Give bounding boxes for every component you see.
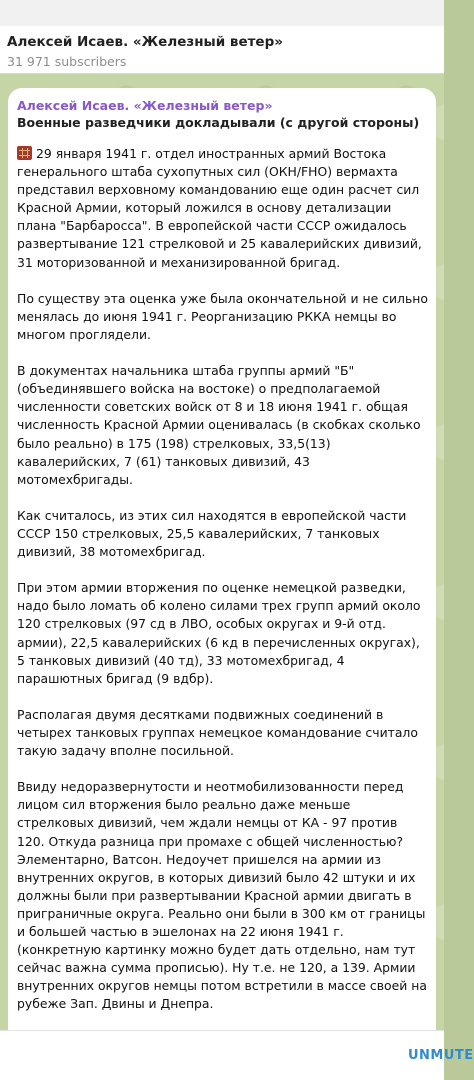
unmute-button[interactable]: UNMUTE (408, 1048, 474, 1063)
chat-header[interactable] (0, 26, 444, 74)
message-title: Военные разведчики докладывали (с другой стороны) (17, 115, 420, 130)
paragraph: Как считалось, из этих сил находятся в европейской части СССР 150 стрелковых, 25,5 кавалерийских, 7 танковых дивизий, 38 мотомехбригад. (17, 507, 407, 560)
paragraph: В документах начальника штаба группы армий "Б" (объединявшего войска на востоке) о предполагаемой численности советских войск от 8 и 18 июня 1941 г. общая численность Красной Армии оценивалась (в скобках сколько было реально) в 175 (198) стрелковых, 33,5(13) кавалерийских, 7 (61) танковых дивизий, 43 мотомехбригады. (17, 363, 421, 487)
message-text (17, 145, 428, 1068)
paragraph: Располагая двумя десятками подвижных соединений в четырех танковых группах немецкое командование считало такую задачу вполне посильной. (17, 706, 418, 759)
channel-title[interactable]: Алексей Исаев. «Железный ветер» (7, 34, 283, 50)
paragraph: Ввиду недоразвернутости и неотмобилизованности перед лицом сил вторжения было реально даже меньше стрелковых дивизий, чем ждали немцы от КА - 97 против 120. Откуда разница при промахе с общей численностью? Элементарно, Ватсон. Недоучет пришелся на армии из внутренних округов, в которых дивизий было 42 штуки и их должны были при развертывании Красной армии двигать в приграничные округа. Реально они были в 300 км от границы и большей частью в эшелонах на 22 июня 1941 г. (конкретную картинку можно будет дать отдельно, нам тут сейчас важна сумма прописью). Ну т.е. не 120, а 139. Армии внутренних округов немцы потом встретили в массе своей на рубеже Зап. Двины и Днепра. (17, 779, 427, 1012)
message-bubble[interactable] (8, 88, 436, 1048)
paragraph: 29 января 1941 г. отдел иностранных армий Востока генерального штаба сухопутных сил (ОКН/FHO) вермахта представил верховному командованию еще один расчет сил Красной Армии, который ложился в основу детализации плана "Барбаросса". В европейской части СССР ожидалось развертывание 121 стрелковой и 25 кавалерийских дивизий, 31 моторизованной и механизированной бригад. (17, 146, 422, 270)
message-author[interactable]: Алексей Исаев. «Железный ветер» (17, 98, 273, 113)
flag-icon (17, 146, 32, 160)
subscriber-count: 31 971 subscribers (7, 54, 127, 69)
paragraph: По существу эта оценка уже была окончательной и не сильно менялась до июня 1941 г. Реорганизацию РККА немцы во многом проглядели. (17, 290, 428, 342)
window-top-bar (0, 0, 444, 26)
bottom-bar (0, 1030, 474, 1080)
paragraph: При этом армии вторжения по оценке немецкой разведки, надо было ломать об колено силами трех групп армий около 120 стрелковых (97 сд в ЛВО, особых округах и 9-й отд. армии), 22,5 кавалерийских (6 кд в перечисленных округах), 5 танковых дивизий (40 тд), 33 мотомехбригад, 4 парашютных бригад (9 вдбр). (17, 580, 421, 686)
